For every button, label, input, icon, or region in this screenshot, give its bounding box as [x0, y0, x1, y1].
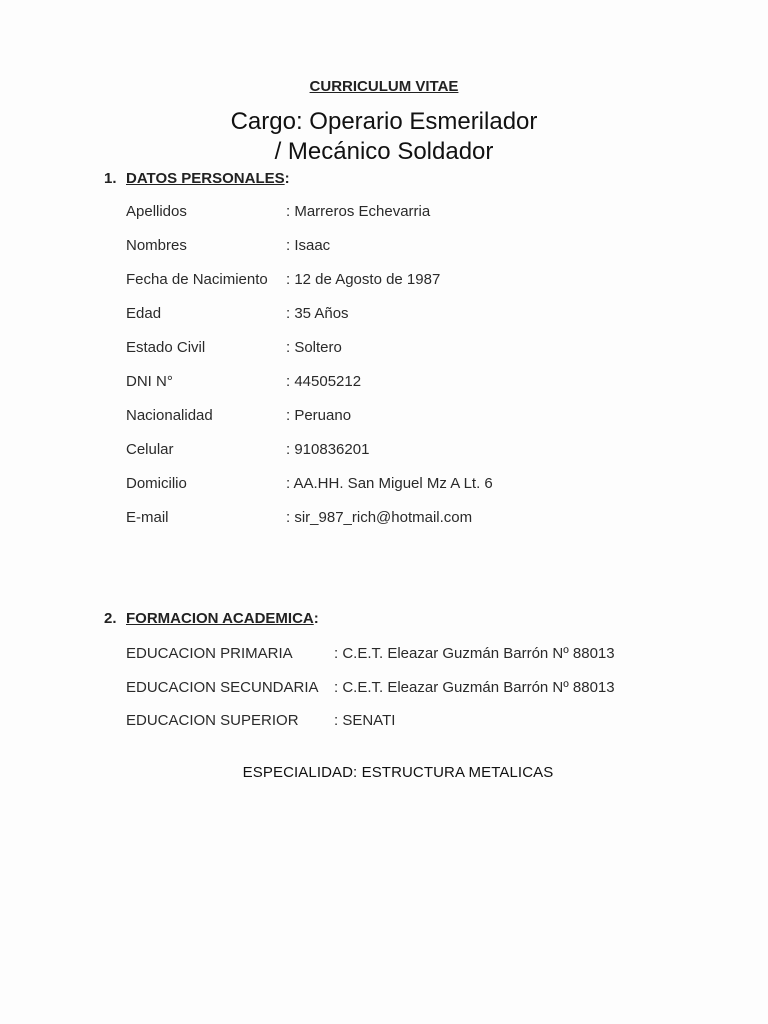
field-label: Estado Civil [126, 339, 206, 356]
field-label: Fecha de Nacimiento [126, 271, 268, 288]
field-row-email [126, 509, 473, 526]
field-label: Domicilio [126, 475, 187, 492]
field-row-domicilio [126, 475, 493, 492]
section-academic-heading [104, 610, 319, 627]
field-label: EDUCACION SECUNDARIA [126, 679, 319, 696]
field-label: DNI N° [126, 373, 173, 390]
field-row-nacionalidad [126, 407, 352, 424]
field-row-nombres [126, 237, 331, 254]
field-value: : 910836201 [286, 441, 370, 458]
field-label: EDUCACION PRIMARIA [126, 645, 293, 662]
job-title-line-1: Cargo: Operario Esmerilador [230, 108, 538, 135]
field-row-apellidos [126, 203, 431, 220]
field-label: Celular [126, 441, 174, 458]
field-label: EDUCACION SUPERIOR [126, 712, 299, 729]
field-label: Apellidos [126, 203, 187, 220]
field-label: Nombres [126, 237, 187, 254]
field-label: Nacionalidad [126, 407, 213, 424]
field-value: : sir_987_rich@hotmail.com [286, 509, 473, 526]
job-title-line-2: / Mecánico Soldador [274, 138, 494, 165]
field-row-educacion-secundaria [126, 679, 615, 696]
section-personal-data-heading [104, 170, 290, 187]
field-row-edad [126, 305, 349, 322]
section-number: 1. [104, 170, 117, 187]
field-value: : C.E.T. Eleazar Guzmán Barrón Nº 88013 [334, 645, 615, 662]
field-value: : 12 de Agosto de 1987 [286, 271, 441, 288]
field-value: : Isaac [286, 237, 331, 254]
field-value: : C.E.T. Eleazar Guzmán Barrón Nº 88013 [334, 679, 615, 696]
field-value: : AA.HH. San Miguel Mz A Lt. 6 [286, 475, 493, 492]
field-row-educacion-primaria [126, 645, 615, 662]
section-colon: : [284, 170, 290, 187]
section-colon: : [313, 610, 319, 627]
field-label: E-mail [126, 509, 169, 526]
field-value: : Soltero [286, 339, 342, 356]
field-row-estado-civil [126, 339, 342, 356]
field-value: : 35 Años [286, 305, 349, 322]
section-number: 2. [104, 610, 117, 627]
field-row-dni [126, 373, 362, 390]
field-row-fecha-nacimiento [126, 271, 441, 288]
especialidad-line: ESPECIALIDAD: ESTRUCTURA METALICAS [242, 764, 554, 781]
document-heading: CURRICULUM VITAE [309, 78, 459, 95]
field-value: : SENATI [334, 712, 396, 729]
field-value: : Peruano [286, 407, 352, 424]
section-label: FORMACION ACADEMICA [126, 610, 314, 627]
field-value: : Marreros Echevarria [286, 203, 431, 220]
field-value: : 44505212 [286, 373, 362, 390]
section-label: DATOS PERSONALES [126, 170, 285, 187]
field-row-celular [126, 441, 370, 458]
field-row-educacion-superior [126, 712, 396, 729]
field-label: Edad [126, 305, 162, 322]
